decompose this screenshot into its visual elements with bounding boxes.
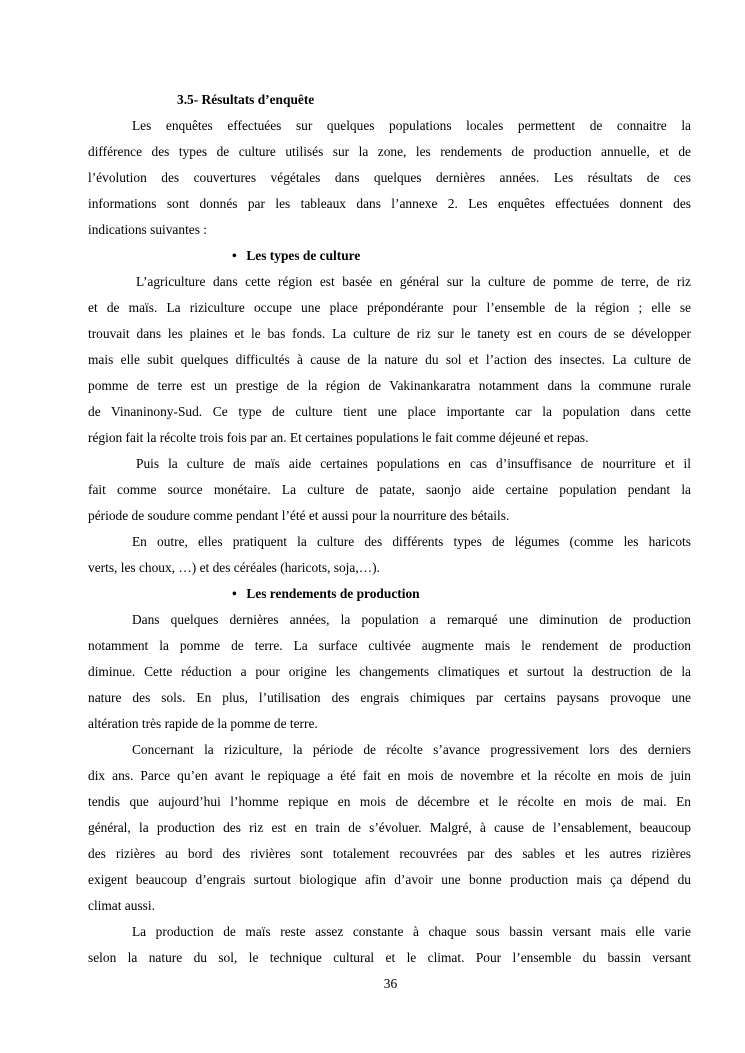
text-line: L’agriculture dans cette région est basée en général sur la culture de pomme de terre, de riz (136, 274, 691, 289)
bullet-icon: • (232, 586, 237, 601)
page-body (88, 87, 691, 971)
text-line: notamment la pomme de terre. La surface cultivée augmente mais le rendement de production (88, 638, 691, 653)
paragraph-types-2 (88, 451, 691, 529)
paragraph-types-1 (88, 269, 691, 451)
section-title: 3.5- Résultats d’enquête (177, 92, 315, 107)
text-line: mais elle subit quelques difficultés à cause de la nature du sol et l’action des insectes. La culture de (88, 352, 691, 367)
paragraph-types-3 (88, 529, 691, 581)
text-line: fait comme source monétaire. La culture de patate, saonjo aide certaine population pendant la (88, 482, 691, 497)
text-line: et de maïs. La riziculture occupe une place prépondérante pour l’ensemble de la région ; elle se (88, 300, 691, 315)
text-line: nature des sols. En plus, l’utilisation des engrais chimiques par certains paysans provoque une (88, 690, 691, 705)
bullet-heading-types (88, 243, 691, 269)
text-line: En outre, elles pratiquent la culture des différents types de légumes (comme les haricots (132, 534, 691, 549)
text-line: informations sont donnés par les tableaux dans l’annexe 2. Les enquêtes effectuées donnent des (88, 196, 691, 211)
text-line: exigent beaucoup d’engrais surtout biologique afin d’avoir une bonne production mais ça dépend du (88, 872, 691, 887)
text-line: indications suivantes : (88, 222, 208, 237)
text-line: trouvait dans les plaines et le bas fonds. La culture de riz sur le tanety est en cours de se développer (88, 326, 691, 341)
bullet-icon: • (232, 248, 237, 263)
text-line: La production de maïs reste assez constante à chaque sous bassin versant mais elle varie (132, 924, 691, 939)
text-line: différence des types de culture utilisés sur la zone, les rendements de production annuelle, et de (88, 144, 691, 159)
paragraph-rendements-3 (88, 919, 691, 971)
text-line: période de soudure comme pendant l’été et aussi pour la nourriture des bétails. (88, 508, 510, 523)
paragraph-rendements-1 (88, 607, 691, 737)
text-line: région fait la récolte trois fois par an. Et certaines populations le fait comme déjeuné et repas. (88, 430, 589, 445)
text-line: Dans quelques dernières années, la population a remarqué une diminution de production (132, 612, 691, 627)
bullet-label: Les rendements de production (246, 586, 420, 601)
text-line: dix ans. Parce qu’en avant le repiquage a été fait en mois de novembre et la récolte en mois de juin (88, 768, 691, 783)
text-line: verts, les choux, …) et des céréales (haricots, soja,…). (88, 560, 380, 575)
page-number: 36 (383, 976, 398, 991)
text-line: l’évolution des couvertures végétales dans quelques dernières années. Les résultats de ces (88, 170, 691, 185)
text-line: diminue. Cette réduction a pour origine les changements climatiques et surtout la destruction de la (88, 664, 691, 679)
text-line: climat aussi. (88, 898, 155, 913)
bullet-heading-rendements (88, 581, 691, 607)
bullet-label: Les types de culture (246, 248, 361, 263)
text-line: Concernant la riziculture, la période de récolte s’avance progressivement lors des derniers (132, 742, 691, 757)
text-line: Puis la culture de maïs aide certaines populations en cas d’insuffisance de nourriture et il (136, 456, 691, 471)
text-line: des rizières au bord des rivières sont totalement recouvrées par des sables et les autres rizières (88, 846, 691, 861)
intro-paragraph (88, 113, 691, 243)
paragraph-rendements-2 (88, 737, 691, 919)
text-line: général, la production des riz est en train de s’évoluer. Malgré, à cause de l’ensablement, beaucoup (88, 820, 691, 835)
text-line: Les enquêtes effectuées sur quelques populations locales permettent de connaitre la (132, 118, 691, 133)
text-line: selon la nature du sol, le technique cultural et le climat. Pour l’ensemble du bassin versant (88, 950, 691, 965)
text-line: tendis que aujourd’hui l’homme repique en mois de décembre et le récolte en mois de mai. En (88, 794, 691, 809)
text-line: pomme de terre est un prestige de la région de Vakinankaratra notamment dans la commune rurale (88, 378, 691, 393)
text-line: de Vinaninony-Sud. Ce type de culture tient une place importante car la population dans cette (88, 404, 691, 419)
text-line: altération très rapide de la pomme de terre. (88, 716, 318, 731)
